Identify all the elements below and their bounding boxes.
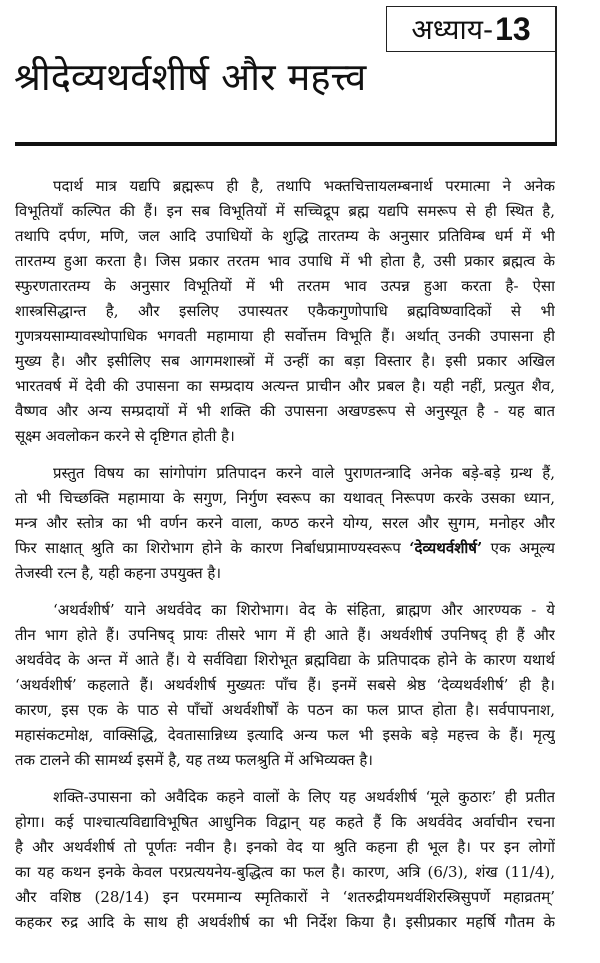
chapter-word: अध्याय- — [411, 13, 494, 46]
header-vertical-rule — [555, 6, 557, 146]
paragraph — [15, 174, 555, 449]
text-line: स्फुरणतारतम्य के अनुसार विभूतियों में भी तरतम भाव उत्पन्न हुआ करता है- ऐसा — [15, 277, 555, 295]
paragraph — [15, 598, 555, 773]
text-line: तेजस्वी रत्न है, यही कहना उपयुक्त है। — [15, 564, 222, 582]
text-line: का यह कथन इनके केवल परप्रत्ययनेय-बुद्धित्व का फल है। कारण, अत्रि (6/3), शंख (11/4), — [15, 863, 555, 881]
text-line: तक टालने की सामर्थ्य इसमें है, यह तथ्य फलश्रुति में अभिव्यक्त है। — [15, 751, 373, 769]
text-line: होगा। कई पाश्चात्यविद्याविभूषित आधुनिक विद्वान् यह कहते हैं कि अथर्ववेद अर्वाचीन रचना — [15, 813, 555, 831]
text-line: महासंकटमोक्ष, वाक्सिद्धि, देवतासान्निध्य इत्यादि अन्य फल भी इसके बड़े महत्त्व के हैं। मृत्यु — [15, 726, 555, 744]
paragraph — [15, 785, 555, 935]
chapter-number: 13 — [495, 10, 531, 47]
text-line: तथापि दर्पण, मणि, जल आदि उपाधियों के शुद्धि तारतम्य के अनुसार प्रतिविम्ब धर्म में भी — [15, 227, 555, 245]
text-line: पदार्थ मात्र यद्यपि ब्रह्मरूप ही है, तथापि भक्तचित्तायलम्बनार्थ परमात्मा ने अनेक — [53, 177, 555, 195]
text-segment: फिर साक्षात् श्रुति का शिरोभाग होने के कारण निर्बाधप्रामाण्यस्वरूप — [15, 539, 410, 557]
text-line: शक्ति-उपासना को अवैदिक कहने वालों के लिए यह अथर्वशीर्ष ‘मूले कुठारः’ ही प्रतीत — [53, 788, 555, 806]
chapter-label-box — [386, 6, 555, 52]
text-line: मुख्य है। और इसीलिए सब आगमशास्त्रों में उन्हीं का बड़ा विस्तार है। इसी प्रकार अखिल — [15, 352, 555, 370]
text-line: भारतवर्ष में देवी की उपासना का सम्प्रदाय अत्यन्त प्राचीन और प्रबल है। यही नहीं, प्रत्युत शैव, — [15, 377, 555, 395]
text-line: तो भी चिच्छक्ति महामाया के सगुण, निर्गुण स्वरूप का यथावत् निरूपण करके उसका ध्यान, — [15, 489, 555, 507]
header-rule — [15, 142, 557, 146]
text-line: है और अथर्वशीर्ष तो पूर्णतः नवीन है। इनको वेद या श्रुति कहना ही भूल है। पर इन लोगों — [15, 838, 555, 856]
paragraph — [15, 461, 555, 586]
chapter-title: श्रीदेव्यथर्वशीर्ष और महत्त्व — [14, 55, 367, 99]
text-line: कारण, इस एक के पाठ से पाँचों अथर्वशीर्षों के पठन का फल प्राप्त होता है। सर्वपापनाश, — [15, 701, 555, 719]
text-line: गुणत्रयसाम्यावस्थोपाधिक भगवती महामाया ही सर्वोत्तम विभूति हैं। अर्थात् उनकी उपासना ही — [15, 327, 555, 345]
bold-phrase: ‘देव्यथर्वशीर्ष’ — [409, 539, 483, 557]
chapter-body — [15, 174, 555, 947]
text-line — [15, 536, 555, 561]
text-line: कहकर रुद्र आदि के साथ ही अथर्वशीर्ष का भी निर्देश किया है। इसीप्रकार महर्षि गौतम के — [15, 913, 555, 931]
text-line: विभूतियाँ कल्पित की हैं। इन सब विभूतियों में सच्चिद्रूप ब्रह्म यद्यपि समरूप से ही स्थित है, — [15, 202, 555, 220]
text-line: मन्त्र और स्तोत्र का भी वर्णन करने वाला, कण्ठ करने योग्य, सरल और सुगम, मनोहर और — [15, 514, 555, 532]
text-line: प्रस्तुत विषय का सांगोपांग प्रतिपादन करने वाले पुराणतन्त्रादि अनेक बड़े-बड़े ग्रन्थ हैं, — [53, 464, 555, 482]
text-line: अथर्ववेद के अन्त में आते हैं। ये सर्वविद्या शिरोभूत ब्रह्मविद्या के प्रतिपादक होने के कारण यथार्थ — [15, 651, 555, 669]
text-line: ‘अथर्वशीर्ष’ कहलाते हैं। अथर्वशीर्ष मुख्यतः पाँच हैं। इनमें सबसे श्रेष्ठ ‘देव्यथर्वशीर्ष’ ही है। — [15, 676, 555, 694]
text-line: शास्त्रसिद्धान्त है, और इसलिए उपास्यतर एकैकगुणोपाधि ब्रह्मविष्ण्वादिकों से भी — [15, 302, 555, 320]
text-line: तारतम्य हुआ करता है। जिस प्रकार तरतम भाव उपाधि में भी होता है, उसी प्रकार ब्रह्मत्व के — [15, 252, 555, 270]
text-line: तीन भाग होते हैं। उपनिषद् प्रायः तीसरे भाग में ही आते हैं। अथर्वशीर्ष उपनिषद् ही हैं और — [15, 626, 555, 644]
text-line: और वशिष्ठ (28/14) इन परममान्य स्मृतिकारों ने ‘शतरुद्रीयमथर्वशिरस्त्रिसुपर्णे महाव्रतम्’ — [15, 888, 555, 906]
text-segment: एक अमूल्य — [482, 539, 555, 557]
text-line: सूक्ष्म अवलोकन करने से दृष्टिगत होती है। — [15, 427, 235, 445]
text-line: वैष्णव और अन्य सम्प्रदायों में भी शक्ति की उपासना अखण्डरूप से अनुस्यूत है - यह बात — [15, 402, 555, 420]
text-line: ‘अथर्वशीर्ष’ याने अथर्ववेद का शिरोभाग। वेद के संहिता, ब्राह्मण और आरण्यक - ये — [53, 601, 555, 619]
